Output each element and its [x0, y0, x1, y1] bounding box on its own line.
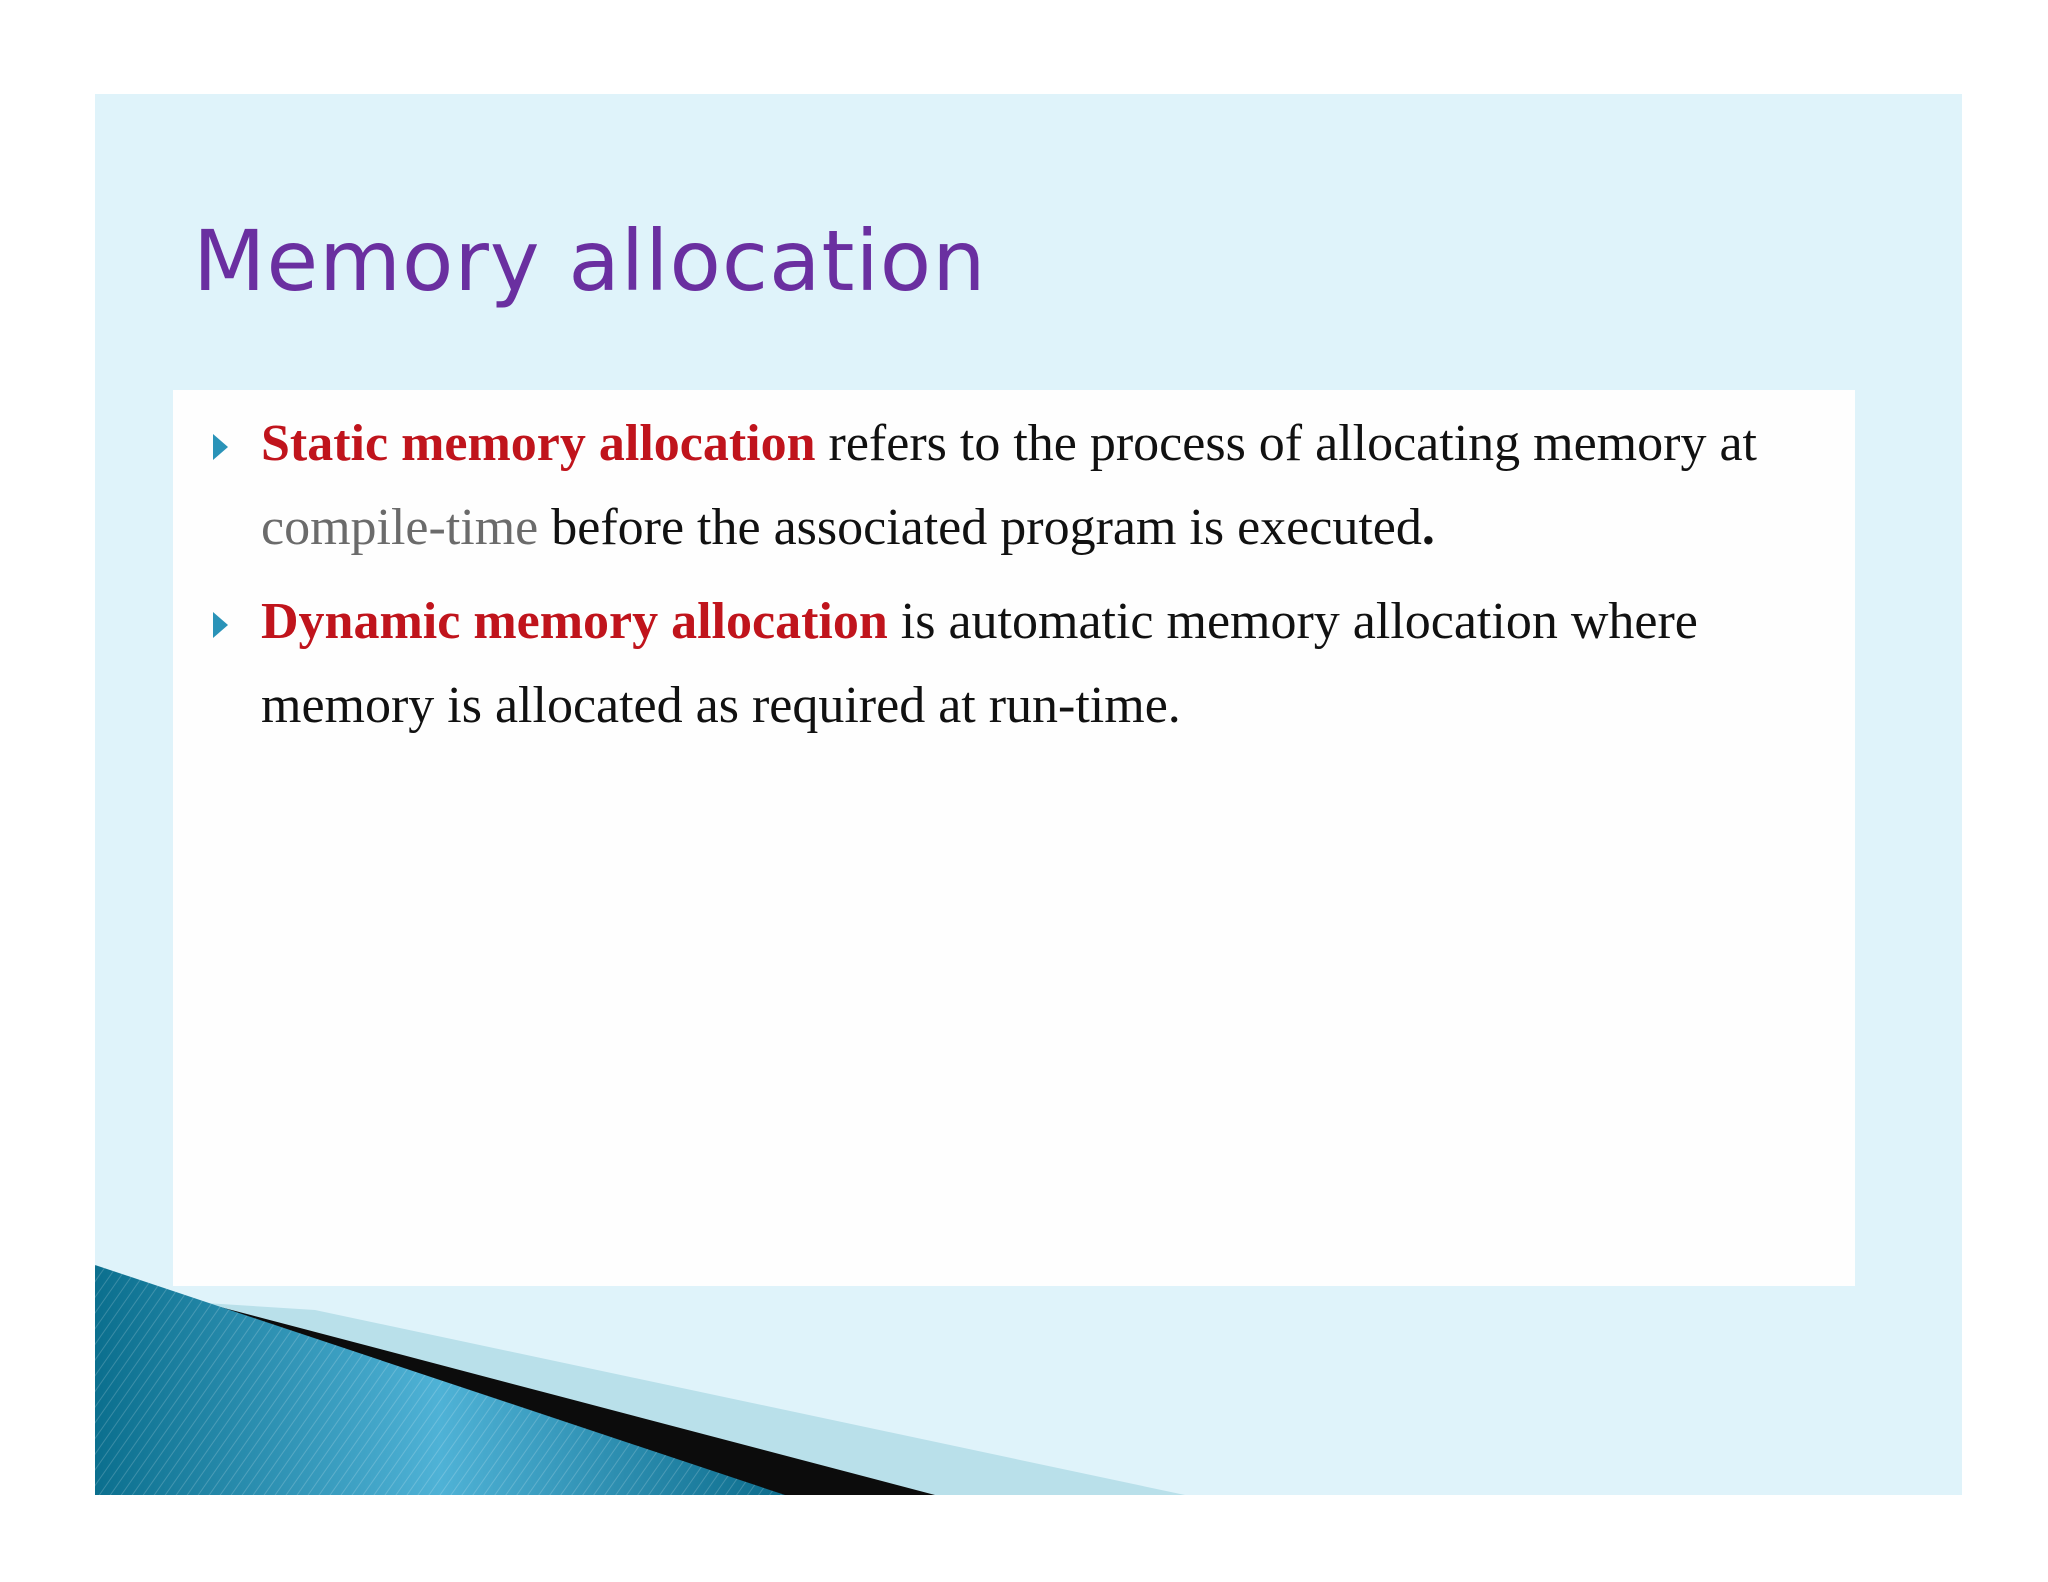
triangle-right-icon — [213, 612, 228, 638]
bullet-text: before the associated program is executed — [538, 499, 1422, 556]
slide — [95, 94, 1962, 1495]
triangle-right-icon — [213, 434, 228, 460]
content-area — [173, 390, 1855, 1286]
blue-swoosh-texture — [95, 1265, 785, 1495]
term-static-memory-allocation: Static memory allocation — [261, 415, 816, 472]
bullet-static-allocation — [261, 402, 1841, 570]
slide-title: Memory allocation — [193, 212, 987, 310]
decorative-swoosh — [95, 1265, 1962, 1495]
end-mark: . — [1421, 499, 1435, 556]
term-dynamic-memory-allocation: Dynamic memory allocation — [261, 593, 888, 650]
bullet-dynamic-allocation — [261, 580, 1841, 748]
compile-time-term: compile-time — [261, 499, 539, 556]
bullet-text: is automatic memory allocation where memory is allocated as required at run-time. — [261, 593, 1698, 734]
bullet-text: refers to the process of allocating memory at — [815, 415, 1757, 472]
